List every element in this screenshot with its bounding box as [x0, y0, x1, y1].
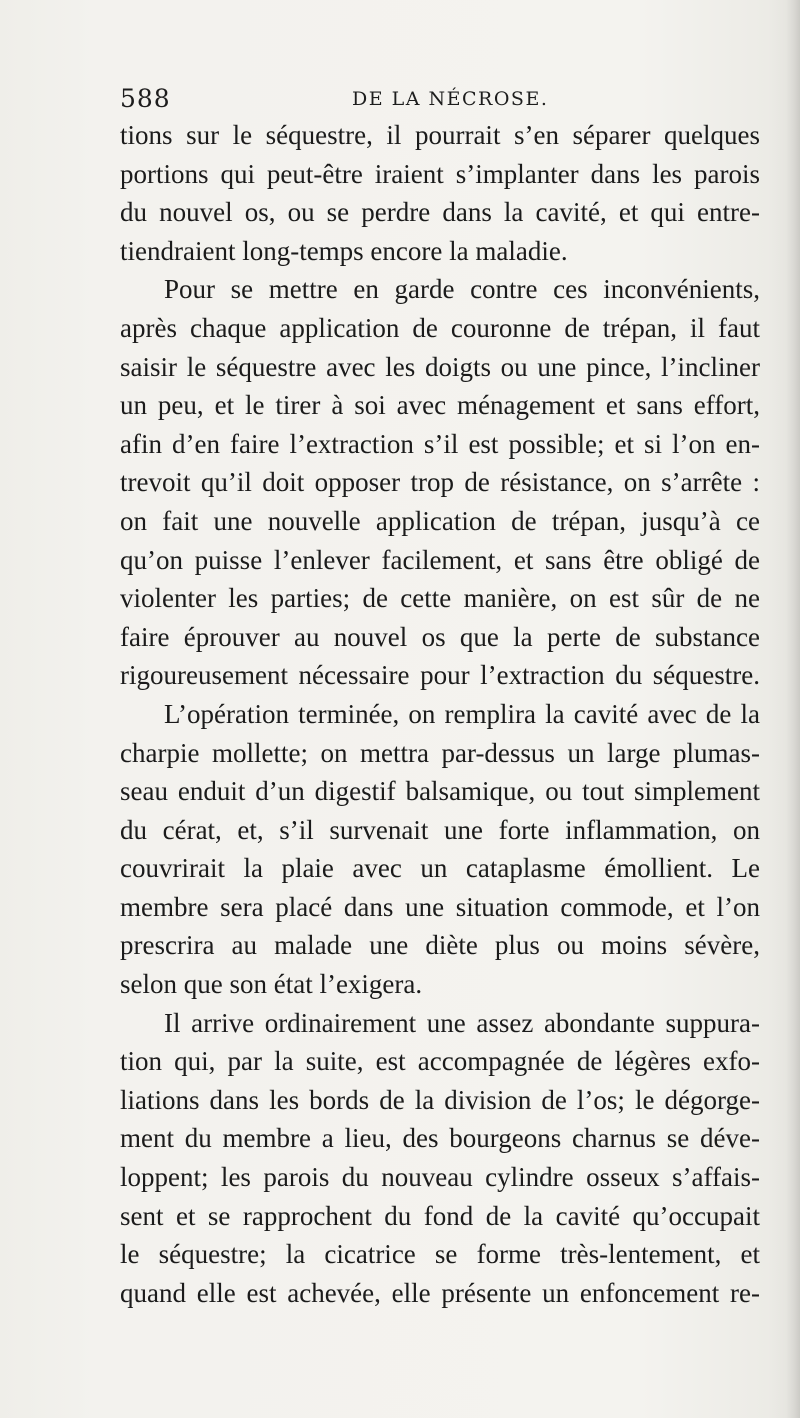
- text-line: selon que son état l’exigera.: [120, 969, 423, 1000]
- text-line: tion qui, par la suite, est accompagnée de légères exfo-: [120, 1046, 760, 1077]
- text-line: après chaque application de couronne de trépan, il faut: [120, 312, 760, 343]
- text-line: saisir le séquestre avec les doigts ou une pince, l’incliner: [120, 351, 760, 382]
- text-line: prescrira au malade une diète plus ou moins sévère,: [120, 930, 760, 961]
- page-edge-shadow: [786, 0, 800, 1418]
- text-line: tions sur le séquestre, il pourrait s’en séparer quelques: [120, 120, 760, 150]
- text-line: L’opération terminée, on remplira la cavité avec de la: [164, 698, 760, 729]
- text-line: Il arrive ordinairement une assez abondante suppura-: [164, 1007, 760, 1038]
- text-line: on fait une nouvelle application de trépan, jusqu’à ce: [120, 505, 760, 536]
- page-number: 588: [120, 84, 171, 113]
- text-line: du cérat, et, s’il survenait une forte inflammation, on: [120, 814, 760, 845]
- text-line: ment du membre a lieu, des bourgeons charnus se déve-: [120, 1123, 760, 1154]
- text-line: portions qui peut-être iraient s’implanter dans les parois: [120, 158, 760, 189]
- text-line: afin d’en faire l’extraction s’il est possible; et si l’on en-: [120, 428, 760, 459]
- text-line: un peu, et le tirer à soi avec ménagement et sans effort,: [120, 390, 760, 421]
- text-line: violenter les parties; de cette manière, on est sûr de ne: [120, 583, 760, 614]
- text-line: le séquestre; la cicatrice se forme très-lentement, et: [120, 1239, 760, 1270]
- running-head: DE LA NÉCROSE.: [352, 88, 549, 110]
- text-line: Pour se mettre en garde contre ces inconvénients,: [164, 274, 760, 305]
- text-line: charpie mollette; on mettra par-dessus un large plumas-: [120, 737, 760, 768]
- text-line: faire éprouver au nouvel os que la perte de substance: [120, 621, 760, 652]
- body-text: [120, 116, 760, 1312]
- text-line: qu’on puisse l’enlever facilement, et sans être obligé de: [120, 544, 760, 575]
- text-line: loppent; les parois du nouveau cylindre osseux s’affais-: [120, 1162, 760, 1193]
- text-line: couvrirait la plaie avec un cataplasme émollient. Le: [120, 853, 760, 884]
- text-line: seau enduit d’un digestif balsamique, ou tout simplement: [120, 776, 760, 807]
- text-line: membre sera placé dans une situation commode, et l’on: [120, 891, 760, 922]
- text-line: quand elle est achevée, elle présente un enfoncement re-: [120, 1277, 760, 1308]
- text-line: tiendraient long-temps encore la maladie.: [120, 235, 568, 266]
- text-line: liations dans les bords de la division de l’os; le dégorge-: [120, 1084, 760, 1115]
- text-line: trevoit qu’il doit opposer trop de résistance, on s’arrête :: [120, 467, 760, 498]
- text-line: du nouvel os, ou se perdre dans la cavité, et qui entre-: [120, 197, 760, 228]
- text-line: rigoureusement nécessaire pour l’extraction du séquestre.: [120, 660, 760, 691]
- text-line: sent et se rapprochent du fond de la cavité qu’occupait: [120, 1200, 760, 1231]
